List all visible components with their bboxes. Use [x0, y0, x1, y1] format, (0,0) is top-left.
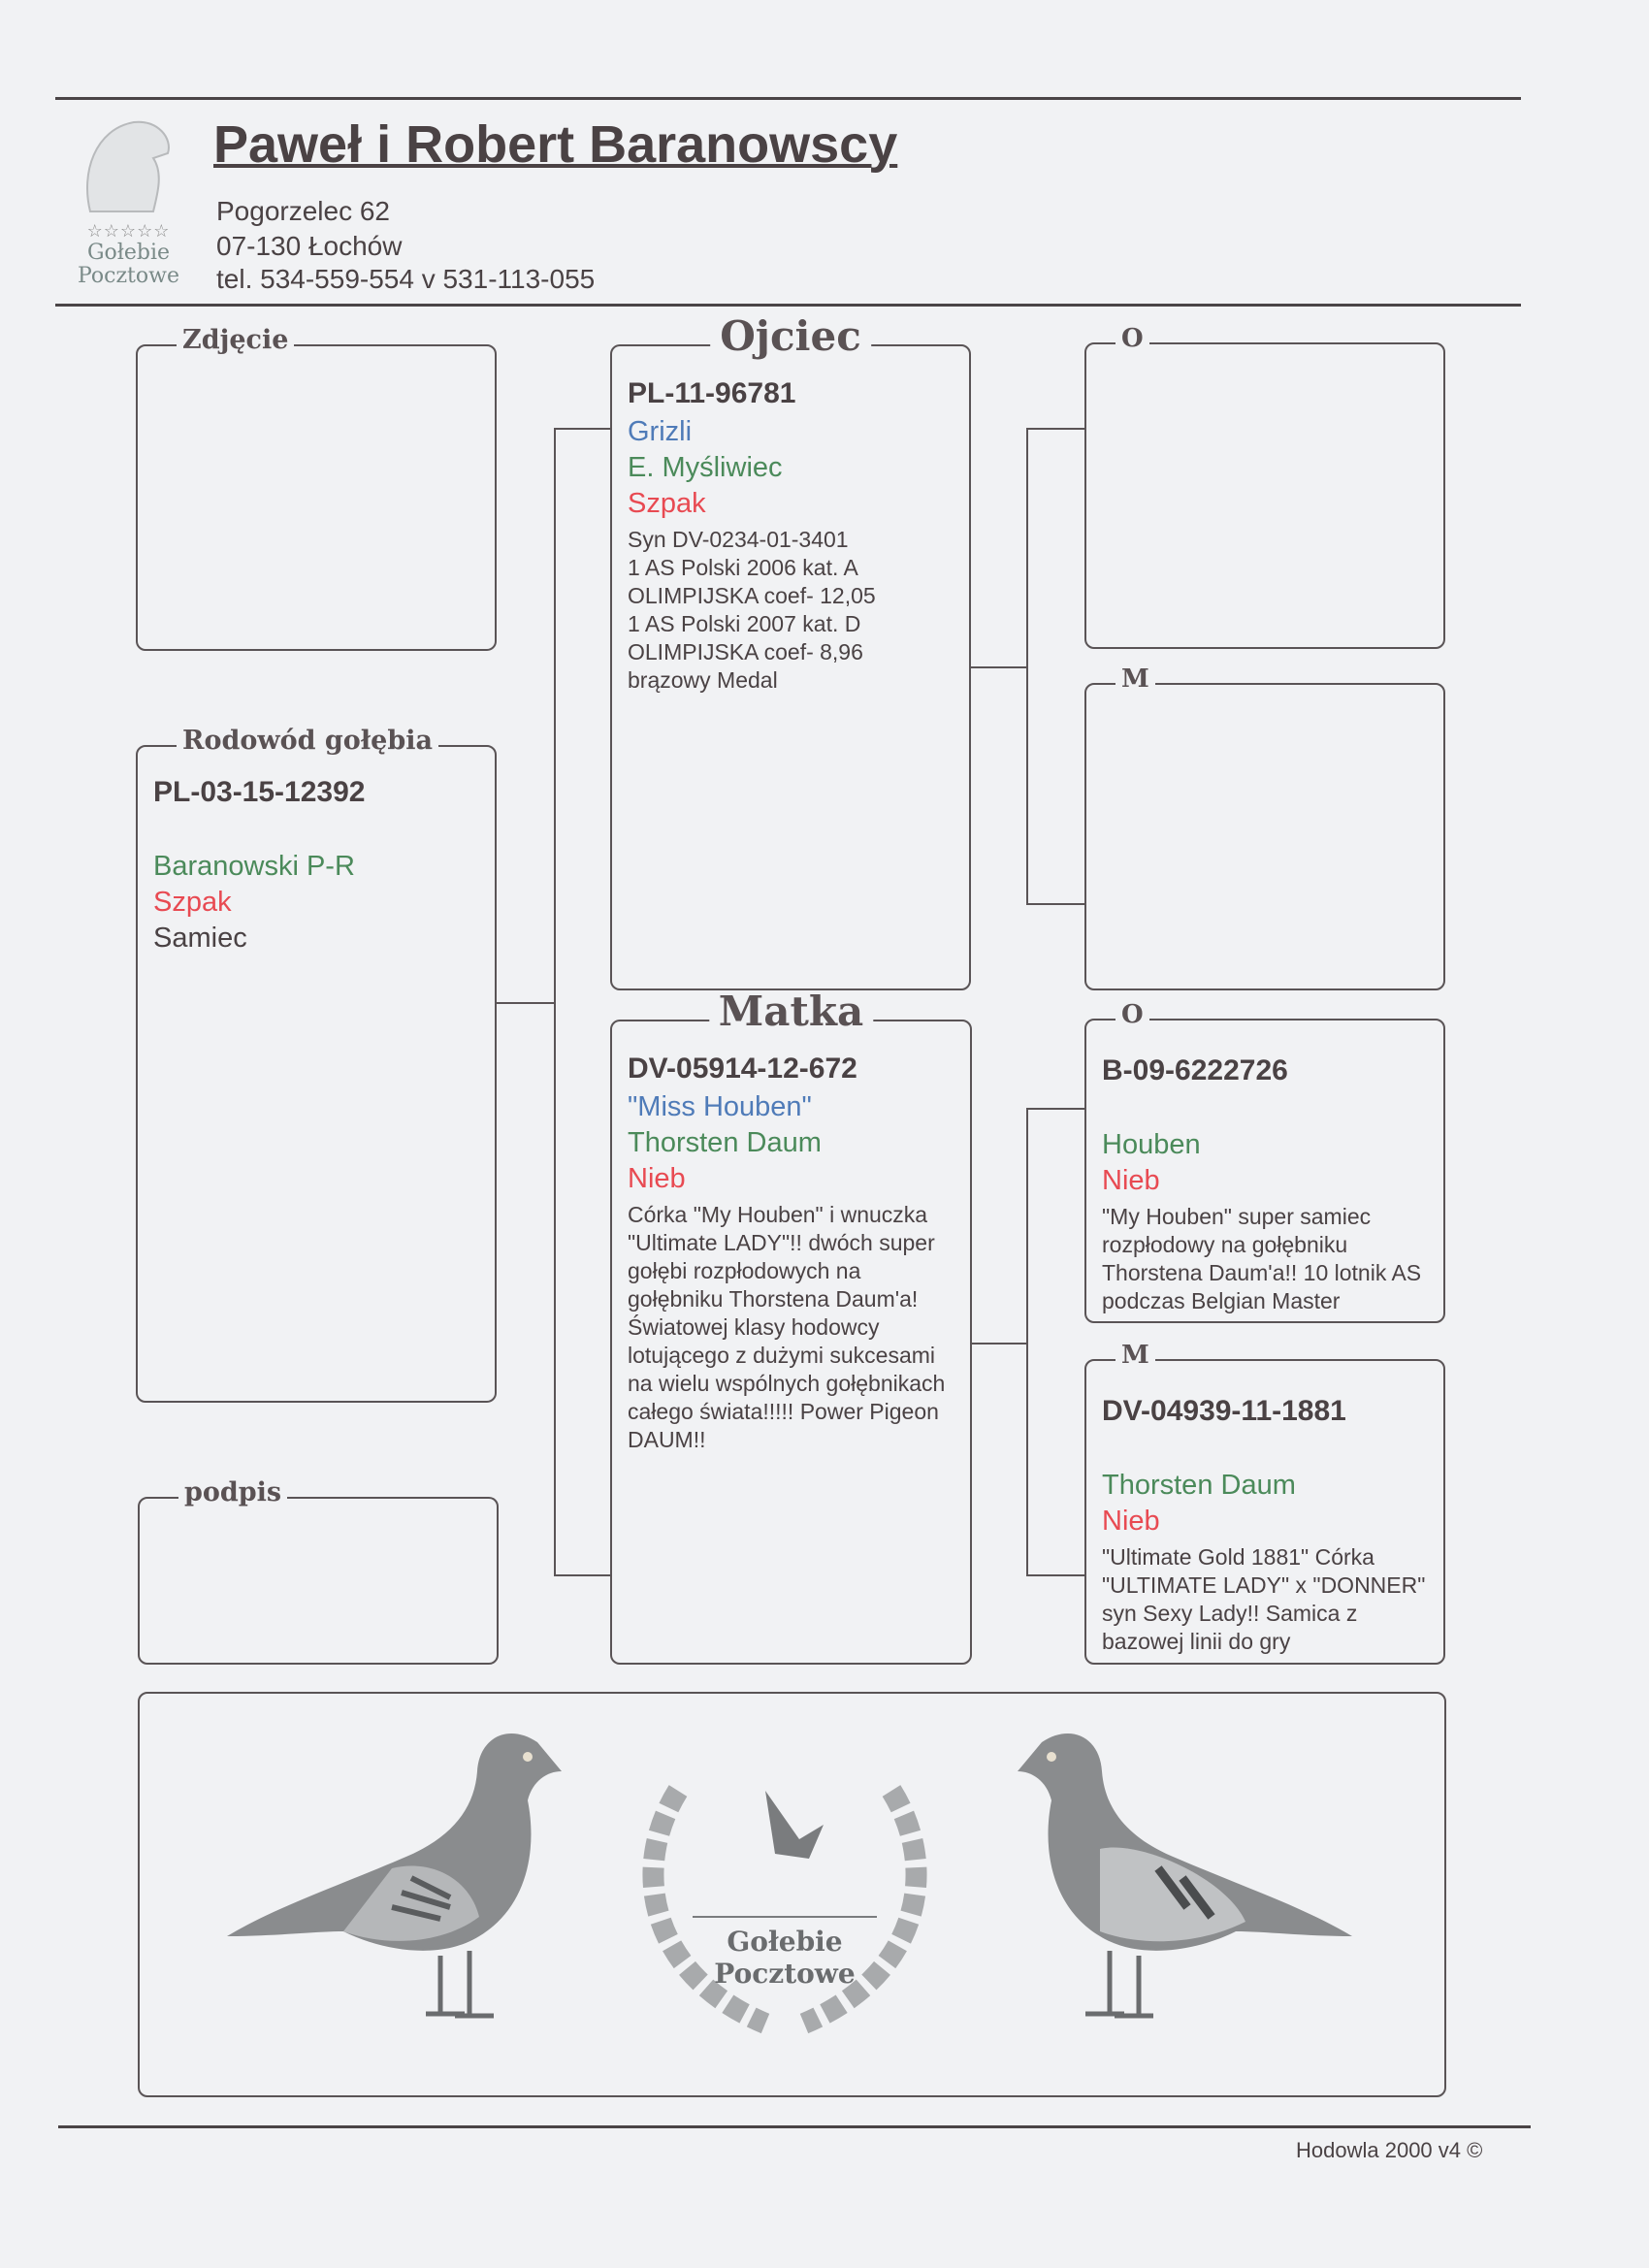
- father-mother-label: M: [1116, 666, 1155, 692]
- pigeon-color: Szpak: [153, 887, 232, 918]
- address-line-1: Pogorzelec 62: [216, 196, 391, 226]
- connector: [972, 1343, 1027, 1345]
- photo-label: Zdjęcie: [177, 327, 294, 353]
- mother-mother-id: DV-04939-11-1881: [1102, 1395, 1346, 1427]
- father-label: Ojciec: [710, 316, 871, 357]
- mother-color: Nieb: [628, 1163, 686, 1194]
- mother-id: DV-05914-12-672: [628, 1053, 857, 1085]
- pigeon-right-image: [993, 1713, 1362, 2082]
- mother-label: Matka: [709, 991, 873, 1032]
- connector: [1026, 428, 1084, 430]
- connector: [554, 428, 610, 430]
- mother-father-id: B-09-6222726: [1102, 1054, 1288, 1086]
- pigeon-id: PL-03-15-12392: [153, 776, 366, 808]
- mother-mother-label: M: [1116, 1343, 1155, 1368]
- father-id: PL-11-96781: [628, 377, 796, 409]
- pigeon-label: Rodowód gołębia: [177, 728, 438, 754]
- mother-father-label: O: [1116, 1002, 1149, 1027]
- connector: [1026, 428, 1028, 905]
- pigeon-box: [136, 725, 497, 1403]
- page-title: Paweł i Robert Baranowscy: [213, 115, 898, 174]
- father-name: Grizli: [628, 416, 693, 447]
- father-father-box: [1084, 323, 1445, 649]
- bottom-rule: [58, 2125, 1531, 2128]
- decoration-box: [138, 1692, 1446, 2097]
- connector: [554, 1574, 610, 1576]
- connector: [1026, 903, 1084, 905]
- connector: [971, 666, 1027, 668]
- mother-father-notes: "My Houben" super samiec rozpłodowy na gołębniku Thorstena Daum'a!! 10 lotnik AS podczas Belgian Master: [1102, 1204, 1422, 1313]
- connector: [497, 1002, 555, 1004]
- father-father-label: O: [1116, 326, 1149, 351]
- connector: [1026, 1108, 1028, 1576]
- mother-father-color: Nieb: [1102, 1165, 1160, 1196]
- mother-notes: Córka "My Houben" i wnuczka "Ultimate LADY"!! dwóch super gołębi rozpłodowych na gołębniku Thorstena Daum'a! Światowej klasy hodowcy lotującego z dużymi sukcesami na wielu wspólnych gołębnikach całego świata!!!!! Power Pigeon DAUM!!: [628, 1202, 946, 1452]
- mother-mother-breeder: Thorsten Daum: [1102, 1470, 1296, 1501]
- father-mother-box: [1084, 664, 1445, 990]
- pigeon-sex: Samiec: [153, 923, 247, 954]
- pigeon-head-icon: [76, 114, 182, 216]
- pigeon-left-image: [217, 1713, 586, 2082]
- mother-mother-box: [1084, 1340, 1445, 1665]
- connector: [1026, 1574, 1084, 1576]
- father-color: Szpak: [628, 488, 706, 519]
- top-rule: [55, 97, 1521, 100]
- signature-box[interactable]: [138, 1476, 499, 1665]
- mother-mother-notes: "Ultimate Gold 1881" Córka "ULTIMATE LADY" x "DONNER" syn Sexy Lady!! Samica z bazowej linii do gry: [1102, 1544, 1426, 1654]
- footer-text: Hodowla 2000 v4 ©: [1296, 2138, 1483, 2162]
- mother-name: "Miss Houben": [628, 1091, 812, 1122]
- mother-father-box: [1084, 999, 1445, 1323]
- svg-text:Gołebie: Gołebie: [727, 1926, 843, 1958]
- logo: ☆☆☆☆☆ Gołebie Pocztowe: [58, 114, 199, 294]
- connector: [554, 428, 556, 1576]
- mother-breeder: Thorsten Daum: [628, 1127, 822, 1158]
- svg-text:Pocztowe: Pocztowe: [714, 1958, 856, 1990]
- father-notes: Syn DV-0234-01-3401 1 AS Polski 2006 kat. A OLIMPIJSKA coef- 12,05 1 AS Polski 2007 kat. D OLIMPIJSKA coef- 8,96 brązowy Medal: [628, 527, 876, 693]
- father-box: [610, 311, 971, 990]
- father-breeder: E. Myśliwiec: [628, 452, 783, 483]
- address-line-2: 07-130 Łochów: [216, 231, 403, 261]
- signature-label: podpis: [178, 1479, 287, 1506]
- mother-mother-color: Nieb: [1102, 1506, 1160, 1537]
- emblem-wreath: [620, 1733, 950, 2053]
- connector: [1026, 1108, 1084, 1110]
- mother-father-breeder: Houben: [1102, 1129, 1201, 1160]
- header-rule: [55, 304, 1521, 307]
- photo-box[interactable]: [136, 324, 497, 651]
- mother-box: [610, 987, 972, 1665]
- pigeon-breeder: Baranowski P-R: [153, 851, 355, 882]
- phone: tel. 534-559-554 v 531-113-055: [216, 264, 596, 294]
